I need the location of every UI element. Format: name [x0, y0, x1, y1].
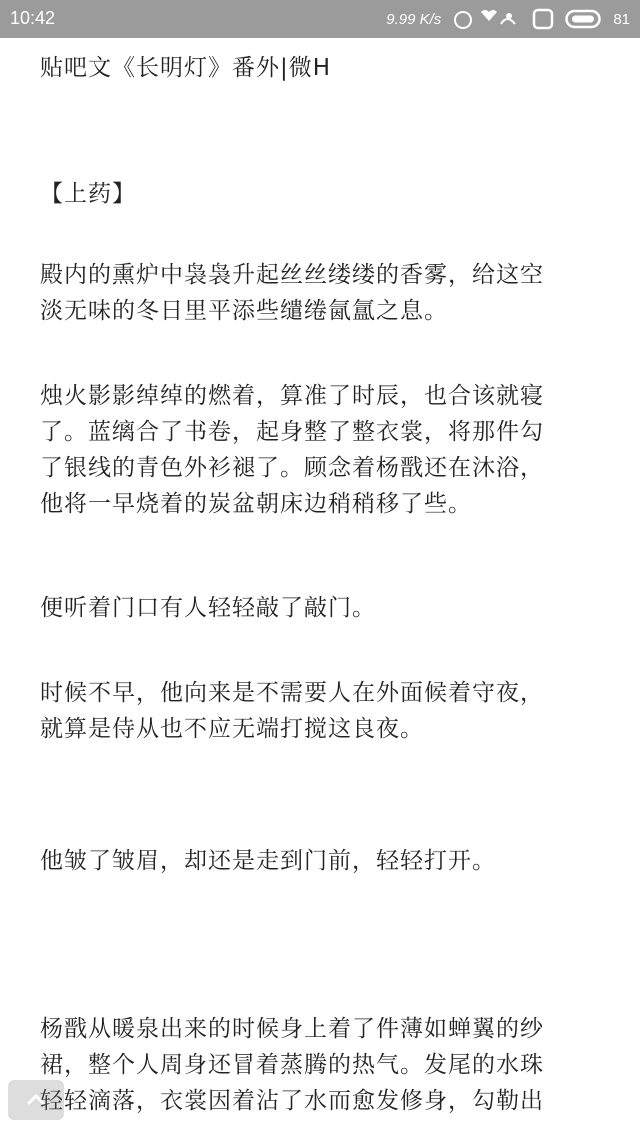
paragraph-line: 裙，整个人周身还冒着蒸腾的热气。发尾的水珠 [40, 1052, 544, 1078]
paragraph-line: 杨戬从暖泉出来的时候身上着了件薄如蝉翼的纱 [40, 1016, 544, 1042]
paragraph-6 [40, 1011, 544, 1119]
paragraph-line: 时候不早，他向来是不需要人在外面候着守夜， [40, 680, 544, 706]
paragraph-line: 淡无味的冬日里平添些缱绻氤氲之息。 [40, 298, 448, 324]
paragraph-1 [40, 257, 544, 329]
paragraph-line: 轻轻滴落，衣裳因着沾了水而愈发修身，勾勒出 [40, 1088, 544, 1114]
battery-icon [565, 8, 603, 30]
article-title: 贴吧文《长明灯》番外|微H [40, 55, 332, 81]
paragraph-line: 便听着门口有人轻轻敲了敲门。 [40, 595, 376, 621]
section-heading: 【上药】 [40, 181, 136, 207]
square-icon [531, 7, 555, 31]
chevron-up-icon [23, 1087, 49, 1113]
decorative-stickers-icon [451, 6, 521, 32]
paragraph-line: 他皱了皱眉，却还是走到门前，轻轻打开。 [40, 848, 496, 874]
paragraph-5 [40, 843, 496, 879]
paragraph-3 [40, 590, 376, 626]
paragraph-line: 殿内的熏炉中袅袅升起丝丝缕缕的香雾，给这空 [40, 262, 544, 288]
network-speed: 9.99 K/s [386, 10, 442, 28]
paragraph-line: 了银线的青色外衫褪了。顾念着杨戬还在沐浴， [40, 455, 544, 481]
paragraph-line: 他将一早烧着的炭盆朝床边稍稍移了些。 [40, 491, 472, 517]
status-bar [0, 0, 640, 38]
status-time: 10:42 [10, 8, 56, 28]
paragraph-line: 就算是侍从也不应无端打搅这良夜。 [40, 716, 424, 742]
paragraph-2 [40, 378, 544, 522]
scroll-to-top-button[interactable] [8, 1080, 64, 1120]
paragraph-line: 烛火影影绰绰的燃着，算准了时辰，也合该就寝 [40, 383, 544, 409]
battery-level: 81 [613, 10, 630, 28]
status-right [386, 6, 630, 32]
paragraph-line: 了。蓝缡合了书卷，起身整了整衣裳，将那件勾 [40, 419, 544, 445]
paragraph-4 [40, 675, 544, 747]
